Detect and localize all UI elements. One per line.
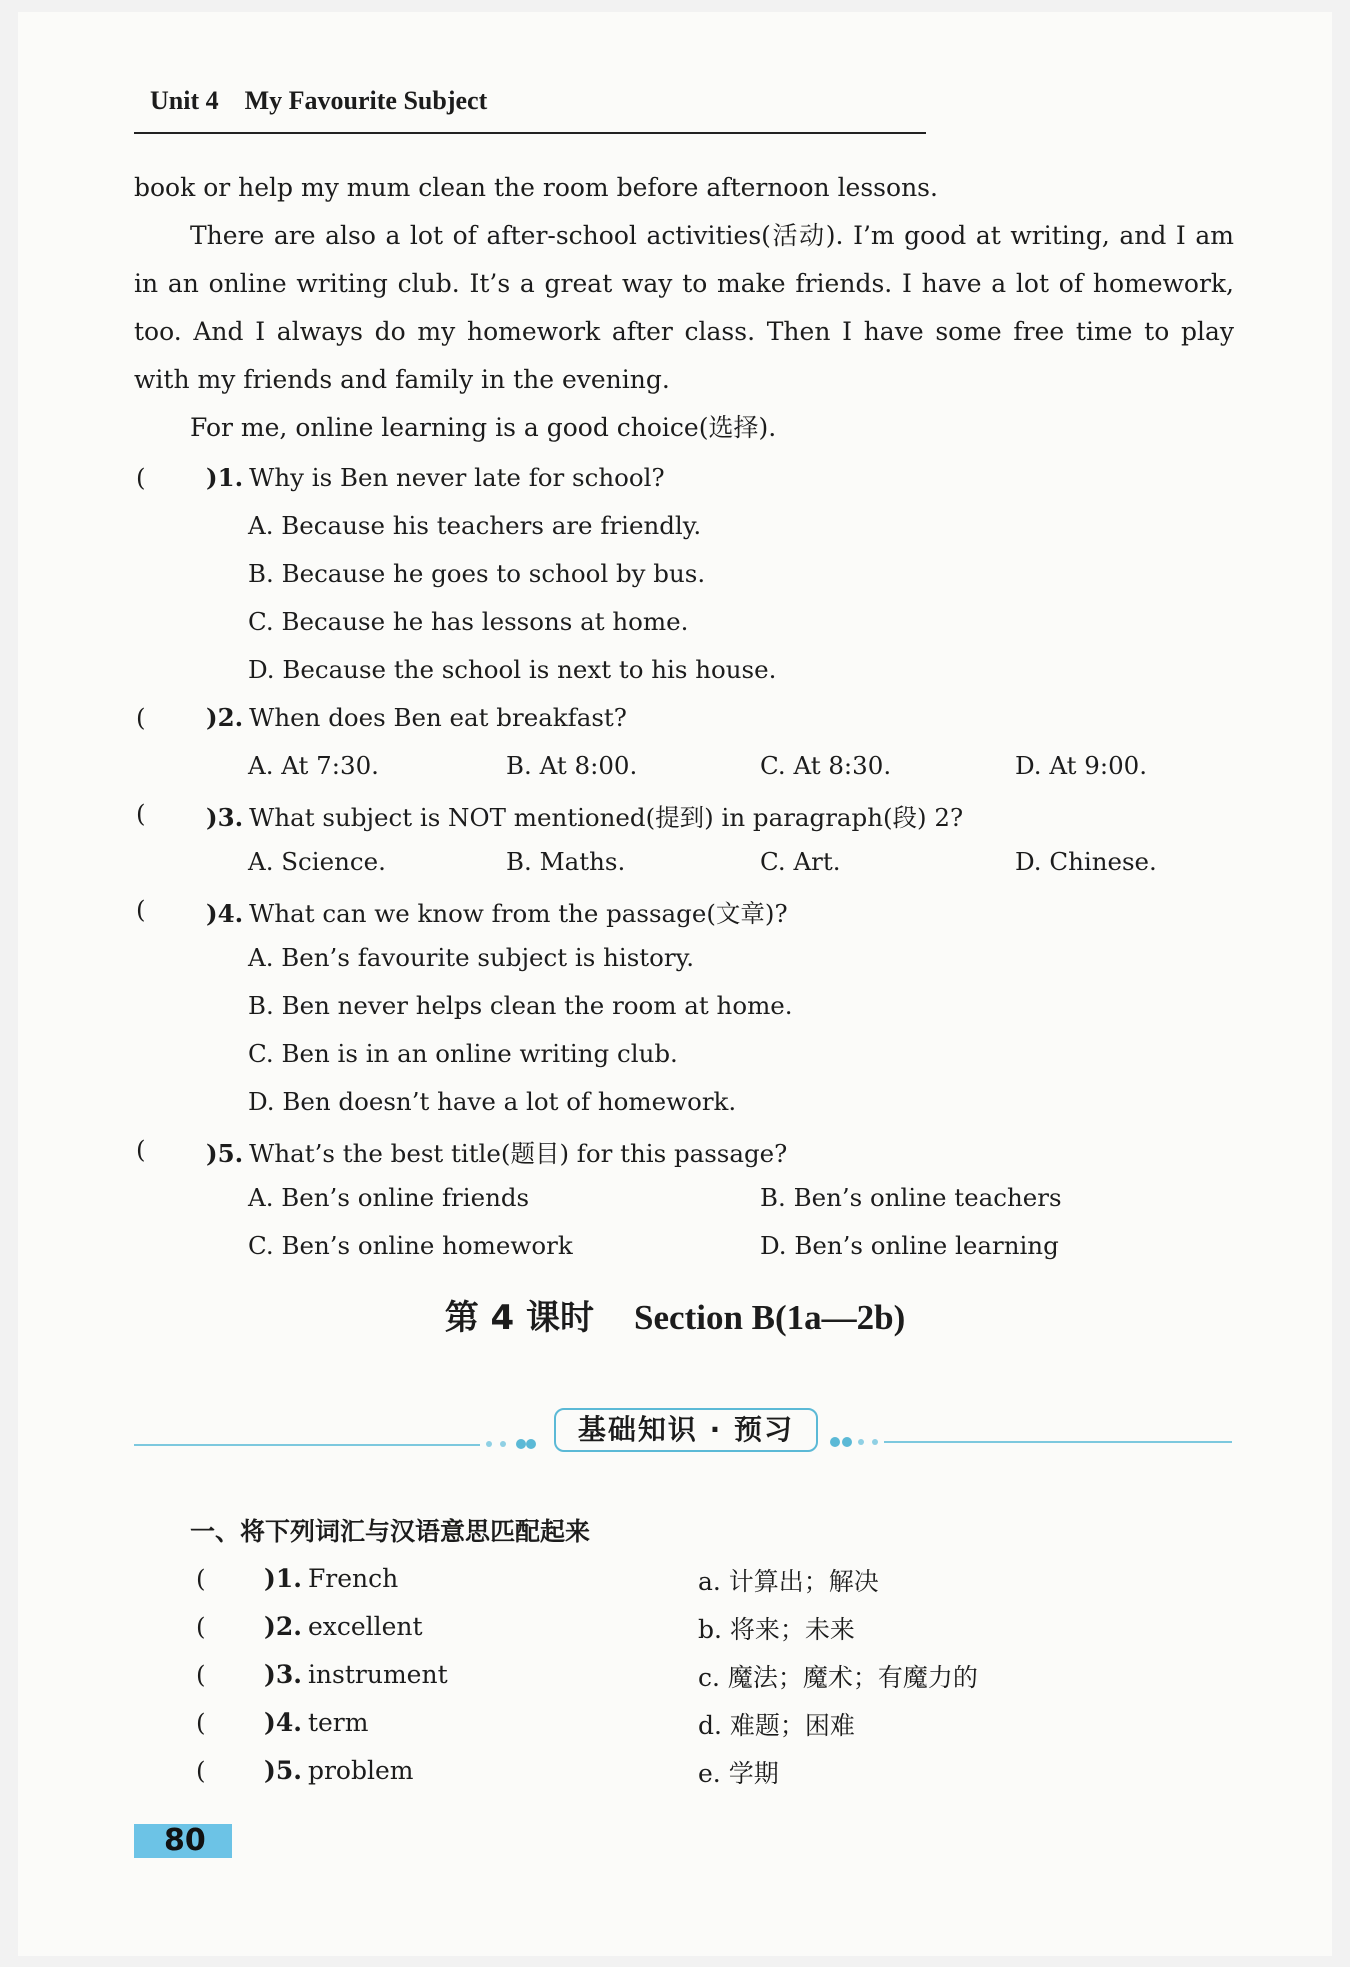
answer-paren[interactable]: ( [196,1564,206,1593]
question-text: What subject is NOT mentioned(提到) in paragraph(段) 2? [249,803,964,832]
passage-paragraph: For me, online learning is a good choice(选择). [190,413,777,442]
unit-header [150,86,487,116]
question-text: What’s the best title(题目) for this passage? [249,1139,788,1168]
option: B. Ben never helps clean the room at home. [248,991,793,1020]
banner-dot [830,1437,840,1447]
word-text: excellent [307,1612,423,1641]
question-5 [206,1135,787,1170]
question-text: Why is Ben never late for school? [249,463,665,492]
answer-paren[interactable]: ( [136,463,146,492]
option: C. Ben’s online homework [248,1231,573,1260]
page-number: 80 [134,1824,232,1858]
banner-rule-left [134,1444,480,1446]
word-number: )1. [264,1564,302,1593]
match-meaning: d. 难题；困难 [698,1711,855,1740]
word-number: )3. [264,1660,302,1689]
word-number: )4. [264,1708,302,1737]
section-title [0,1290,1350,1339]
passage [134,164,1234,452]
match-meaning: c. 魔法；魔术；有魔力的 [698,1663,978,1692]
match-meaning: b. 将来；未来 [698,1615,855,1644]
question-text: When does Ben eat breakfast? [249,703,627,732]
option: C. At 8:30. [760,751,892,780]
option: D. Ben’s online learning [760,1231,1059,1260]
unit-label: Unit 4 [150,86,219,115]
banner-dot [516,1439,526,1449]
word-text: problem [307,1756,414,1785]
match-word [264,1564,398,1593]
banner-dot [872,1439,878,1445]
section-label: Section B(1a—2b) [634,1298,906,1337]
match-word [264,1708,368,1737]
banner-dot [858,1439,864,1445]
option: B. Because he goes to school by bus. [248,559,706,588]
option: C. Because he has lessons at home. [248,607,689,636]
option: A. At 7:30. [248,751,379,780]
answer-paren[interactable]: ( [196,1612,206,1641]
question-3 [206,799,963,834]
answer-paren[interactable]: ( [136,703,146,732]
answer-paren[interactable]: ( [196,1708,206,1737]
option: A. Science. [248,847,386,876]
question-number: )1. [206,463,244,492]
answer-paren[interactable]: ( [196,1756,206,1785]
option: C. Art. [760,847,841,876]
option: B. At 8:00. [506,751,638,780]
lesson-label: 第 4 课时 [444,1298,595,1338]
banner-dot [486,1441,492,1447]
option: D. Ben doesn’t have a lot of homework. [248,1087,737,1116]
answer-paren[interactable]: ( [136,799,146,828]
banner-dot [526,1439,536,1449]
word-text: term [307,1708,369,1737]
word-number: )5. [264,1756,302,1785]
match-meaning: a. 计算出；解决 [698,1567,879,1596]
exercise-title: 一、将下列词汇与汉语意思匹配起来 [190,1517,591,1546]
question-4 [206,895,788,930]
passage-line: book or help my mum clean the room before afternoon lessons. [134,173,938,202]
option: C. Ben is in an online writing club. [248,1039,678,1068]
passage-paragraph: There are also a lot of after-school activities(活动). I’m good at writing, and I am in an online writing club. It’s a great way to make friends. I have a lot of homework, too. And I always do my homework after class. Then I have some free time to play with my friends and family in the evening. [134,221,1234,394]
banner-dot [500,1441,506,1447]
answer-paren[interactable]: ( [136,895,146,924]
question-1 [206,463,665,492]
option: D. Because the school is next to his house. [248,655,777,684]
unit-title: My Favourite Subject [244,86,488,115]
question-number: )5. [206,1139,244,1168]
answer-paren[interactable]: ( [196,1660,206,1689]
option: B. Ben’s online teachers [760,1183,1062,1212]
question-text: What can we know from the passage(文章)? [249,899,788,928]
question-number: )2. [206,703,244,732]
option: A. Ben’s online friends [248,1183,530,1212]
word-number: )2. [264,1612,302,1641]
header-rule [134,132,926,134]
option: A. Ben’s favourite subject is history. [248,943,694,972]
option: D. At 9:00. [1015,751,1148,780]
question-2 [206,703,627,732]
match-word [264,1612,423,1641]
match-word [264,1660,448,1689]
answer-paren[interactable]: ( [136,1135,146,1164]
option: A. Because his teachers are friendly. [248,511,702,540]
question-number: )3. [206,803,244,832]
match-word [264,1756,413,1785]
option: D. Chinese. [1015,847,1157,876]
section-banner: 基础知识 · 预习 [554,1408,818,1452]
banner-dot [842,1437,852,1447]
banner-rule-right [884,1441,1232,1443]
match-meaning: e. 学期 [698,1759,779,1788]
question-number: )4. [206,899,244,928]
option: B. Maths. [506,847,626,876]
word-text: French [307,1564,399,1593]
word-text: instrument [307,1660,448,1689]
